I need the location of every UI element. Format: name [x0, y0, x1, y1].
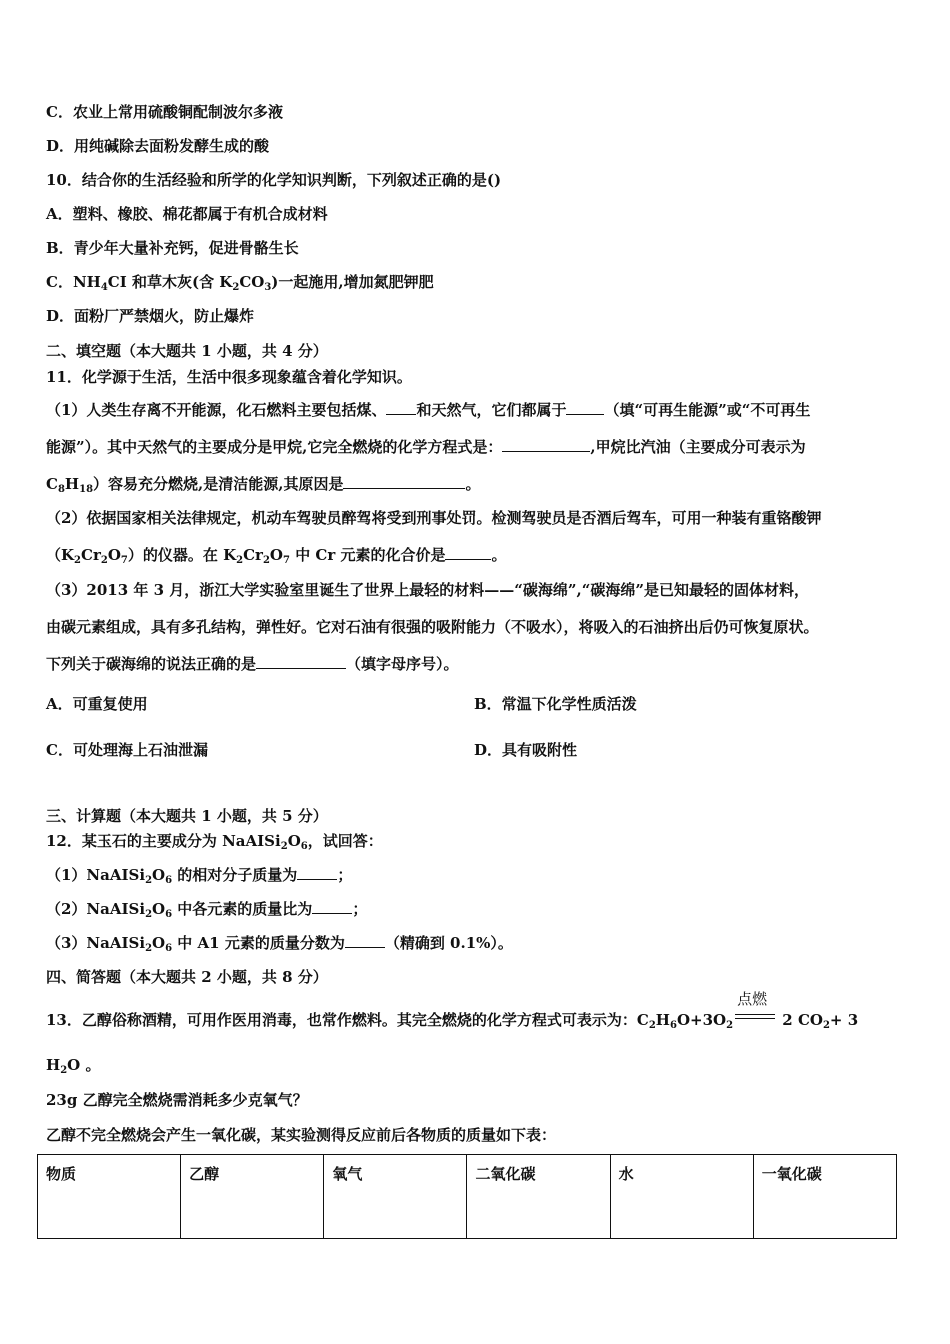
- section3-heading: 三、计算题（本大题共 1 小题，共 5 分）: [46, 807, 328, 825]
- answer-blank[interactable]: [312, 899, 352, 914]
- q10-stem: 10．结合你的生活经验和所学的化学知识判断，下列叙述正确的是(): [46, 171, 502, 189]
- q10-option-a: A．塑料、橡胶、棉花都属于有机合成材料: [46, 205, 328, 223]
- q11-part3-line3: 下列关于碳海绵的说法正确的是 （填字母序号）。: [46, 655, 459, 673]
- q10-option-c: C．$NH_4CI$ 和草木灰(含 $K_2CO_3$)一起施用,增加氮肥钾肥: [46, 273, 434, 293]
- table-header-cell: 水: [610, 1155, 753, 1239]
- q10-option-b: B．青少年大量补充钙，促进骨骼生长: [46, 239, 299, 257]
- q10-option-d: D．面粉厂严禁烟火，防止爆炸: [46, 307, 255, 325]
- answer-blank[interactable]: [566, 400, 604, 415]
- table-header-cell: 乙醇: [181, 1155, 324, 1239]
- mass-table: [37, 1154, 897, 1239]
- answer-blank[interactable]: [343, 474, 465, 489]
- table-header-cell: 物质: [38, 1155, 181, 1239]
- q11-part3-line1: （3）2013 年 3 月，浙江大学实验室里诞生了世界上最轻的材料——“碳海绵”,“碳海绵”是已知最轻的固体材料，: [46, 581, 810, 599]
- answer-blank[interactable]: [256, 654, 346, 669]
- q13-stem-cont: $H_2O$ 。: [46, 1056, 101, 1076]
- q11-stem: 11．化学源于生活，生活中很多现象蕴含着化学知识。: [46, 368, 412, 386]
- table-row: [38, 1155, 897, 1239]
- q11-option-d: D．具有吸附性: [474, 741, 578, 759]
- table-header-cell: 二氧化碳: [467, 1155, 610, 1239]
- table-header-cell: 一氧化碳: [753, 1155, 896, 1239]
- reaction-condition-arrow: 点燃: [735, 1005, 775, 1025]
- q11-option-c: C．可处理海上石油泄漏: [46, 741, 208, 759]
- q13-question1: 23g 乙醇完全燃烧需消耗多少克氧气？: [46, 1091, 308, 1109]
- q9-option-c: C．农业上常用硫酸铜配制波尔多液: [46, 103, 283, 121]
- q11-part1-line1: （1）人类生存离不开能源，化石燃料主要包括煤、 和天然气，它们都属于 （填“可再生能源”或“不可再生: [46, 401, 811, 419]
- q11-part2-line1: （2）依据国家相关法律规定，机动车驾驶员醉驾将受到刑事处罚。检测驾驶员是否酒后驾车，可用一种装有重铬酸钾: [46, 509, 822, 527]
- answer-blank[interactable]: [445, 545, 491, 560]
- q13-question2: 乙醇不完全燃烧会产生一氧化碳，某实验测得反应前后各物质的质量如下表：: [46, 1126, 557, 1144]
- q11-option-b: B．常温下化学性质活泼: [474, 695, 637, 713]
- answer-blank[interactable]: [297, 865, 337, 880]
- q12-sub2: $(2)NaAISi_2O_6$ 中各元素的质量比为 ；: [46, 900, 368, 920]
- answer-blank[interactable]: [345, 933, 385, 948]
- q12-sub3: $(3)NaAISi_2O_6$ 中 A1 元素的质量分数为 （精确到 0.1%）。: [46, 934, 513, 954]
- q12-sub1: $(1)NaAISi_2O_6$ 的相对分子质量为 ；: [46, 866, 353, 886]
- q13-stem: 13．乙醇俗称酒精，可用作医用消毒，也常作燃料。其完全燃烧的化学方程式可表示为：$C_2H_6O+3O_2$ 点燃 2 $CO_2+ 3$: [46, 990, 859, 1031]
- table-header-cell: 氧气: [324, 1155, 467, 1239]
- q11-part3-line2: 由碳元素组成，具有多孔结构，弹性好。它对石油有很强的吸附能力（不吸水），将吸入的石油挤出后仍可恢复原状。: [46, 618, 819, 636]
- q11-part2-line2: $(K_2Cr_2O_7)$的仪器。在 $K_2Cr_2O_7$ 中 Cr 元素的化合价是 。: [46, 546, 507, 566]
- q11-part1-line2: 能源”）。其中天然气的主要成分是甲烷,它完全燃烧的化学方程式是： ,甲烷比汽油（主要成分可表示为: [46, 438, 806, 456]
- section4-heading: 四、简答题（本大题共 2 小题，共 8 分）: [46, 968, 328, 986]
- q11-part1-line3: $C_8H_{18}$）容易充分燃烧,是清洁能源,其原因是 。: [46, 475, 481, 495]
- section2-heading: 二、填空题（本大题共 1 小题，共 4 分）: [46, 342, 328, 360]
- q11-option-a: A．可重复使用: [46, 695, 148, 713]
- q9-option-d: D．用纯碱除去面粉发酵生成的酸: [46, 137, 270, 155]
- answer-blank[interactable]: [502, 437, 590, 452]
- q12-stem: 12．某玉石的主要成分为 $NaAISi_2O_6$，试回答：: [46, 832, 383, 852]
- answer-blank[interactable]: [386, 400, 416, 415]
